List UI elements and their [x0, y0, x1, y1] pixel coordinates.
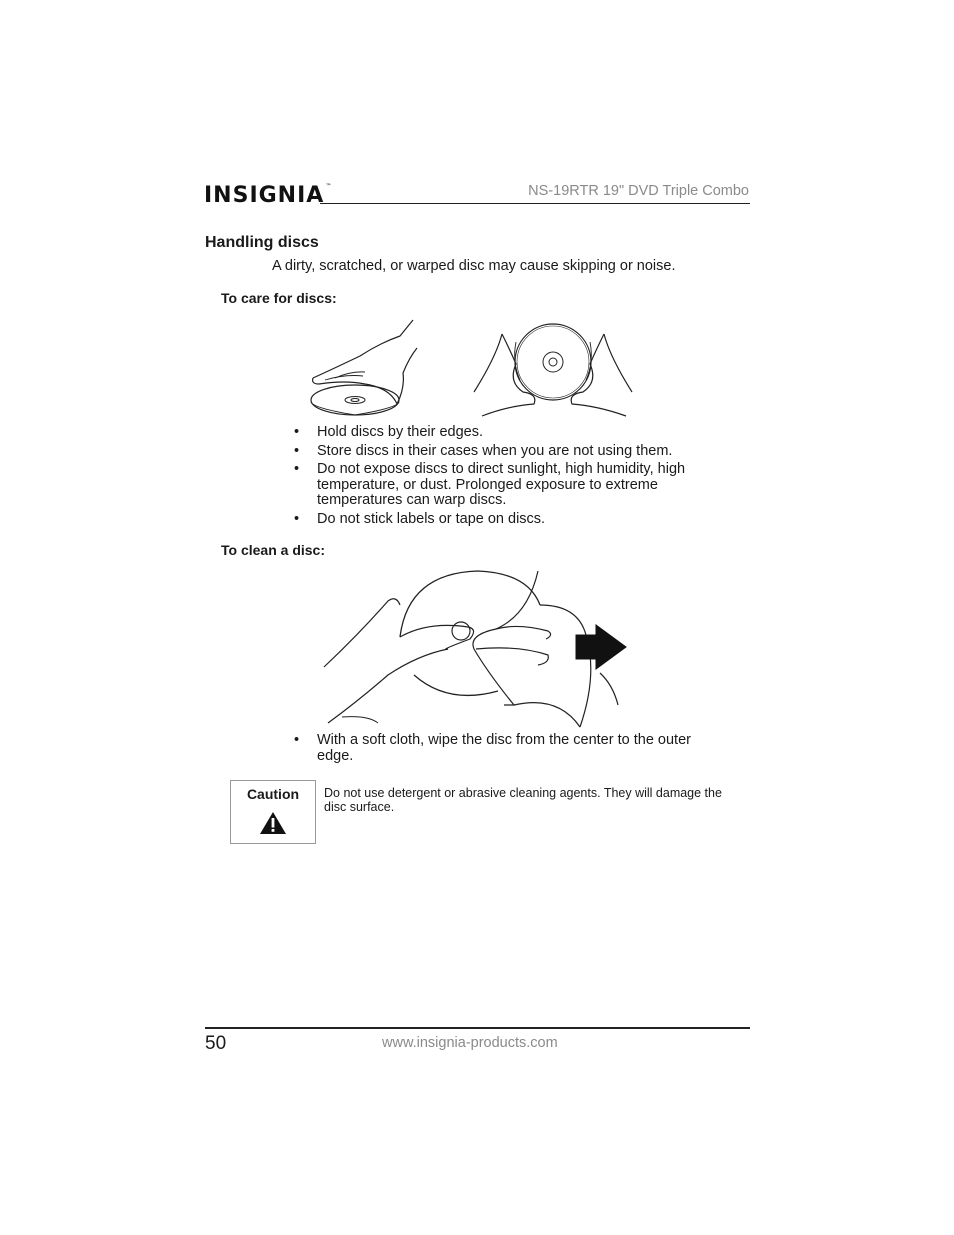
hand-on-disc-illustration: [305, 318, 425, 423]
care-heading: To care for discs:: [221, 290, 337, 306]
clean-bullet-list: [294, 733, 727, 767]
warning-triangle-icon: [259, 811, 287, 835]
hands-holding-disc-edges-illustration: [468, 322, 638, 422]
list-item: • Do not expose discs to direct sunlight, high humidity, high temperature, or dust. Prolonged exposure to extreme temperatures can warp discs.: [294, 462, 727, 509]
list-item: • Store discs in their cases when you are not using them.: [294, 444, 727, 460]
list-item: • Hold discs by their edges.: [294, 425, 727, 441]
list-item: • Do not stick labels or tape on discs.: [294, 512, 727, 528]
list-item: • With a soft cloth, wipe the disc from the center to the outer edge.: [294, 733, 727, 764]
footer-divider: [205, 1027, 750, 1029]
document-title: NS-19RTR 19" DVD Triple Combo: [528, 183, 749, 199]
website-url: www.insignia-products.com: [382, 1035, 558, 1051]
caution-label: Caution: [246, 786, 300, 802]
brand-logo: INSIGNIA™: [204, 183, 333, 208]
clean-heading: To clean a disc:: [221, 542, 325, 558]
header-divider: [320, 203, 750, 204]
caution-box: [230, 780, 316, 844]
section-intro: A dirty, scratched, or warped disc may cause skipping or noise.: [272, 258, 676, 274]
care-bullet-list: [294, 425, 727, 530]
section-title: Handling discs: [205, 234, 319, 251]
caution-text: Do not use detergent or abrasive cleaning agents. They will damage the disc surface.: [324, 786, 722, 814]
wiping-disc-illustration: [318, 565, 638, 730]
page-number: 50: [205, 1033, 227, 1054]
